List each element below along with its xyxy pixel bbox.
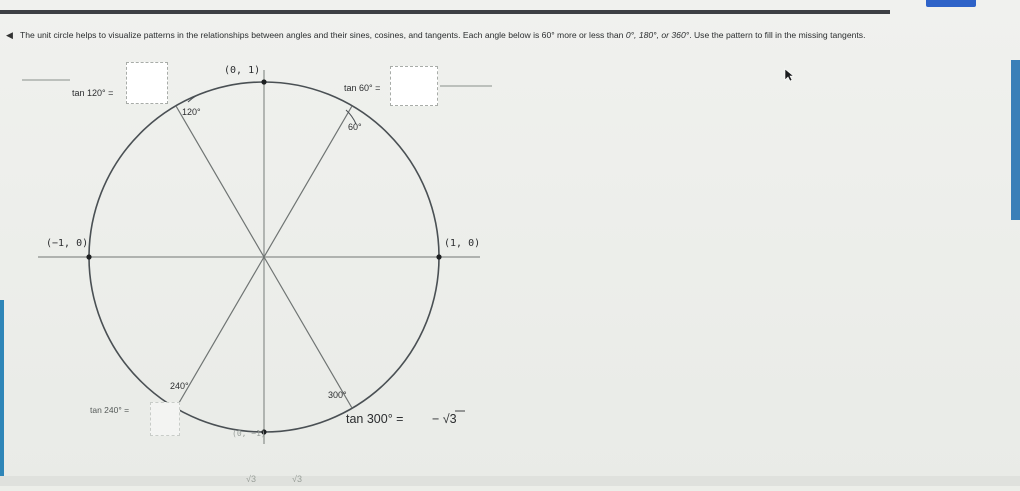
- tan300-value: − √3: [432, 412, 457, 426]
- angle-label-240: 240°: [170, 381, 189, 391]
- angle-label-60: 60°: [348, 122, 362, 132]
- tan300-label: tan 300° =: [346, 412, 404, 426]
- radius-60: [264, 106, 352, 257]
- back-arrow-icon[interactable]: ◀: [6, 30, 13, 40]
- point-label-right: (1, 0): [444, 238, 481, 249]
- bottom-glyph-left: √3: [246, 474, 256, 484]
- bottom-glyph-right: √3: [292, 474, 302, 484]
- bottom-strip: [0, 476, 1020, 486]
- unit-circle-figure: [0, 40, 520, 486]
- tan60-label: tan 60° =: [344, 83, 381, 93]
- point-label-top: (0, 1): [224, 65, 261, 76]
- tan120-label: tan 120° =: [72, 88, 114, 98]
- angle-label-120: 120°: [182, 107, 201, 117]
- radius-240: [176, 257, 264, 408]
- radius-300: [264, 257, 352, 408]
- point-right: [436, 254, 441, 259]
- point-top: [261, 79, 266, 84]
- point-left: [86, 254, 91, 259]
- point-label-bottom: (0, −1): [232, 429, 266, 438]
- angle-label-300: 300°: [328, 390, 347, 400]
- side-accent-right: [1011, 60, 1020, 220]
- top-tab[interactable]: [926, 0, 976, 7]
- tan240-answer-input[interactable]: [150, 402, 180, 436]
- mouse-cursor-icon: [784, 68, 794, 82]
- instructions-text-2: . Use the pattern to fill in the missing tangents.: [689, 30, 866, 40]
- radius-120: [176, 106, 264, 257]
- point-label-left: (−1, 0): [46, 238, 89, 249]
- instructions-text-1: The unit circle helps to visualize patterns in the relationships between angles and their sines, cosines, and tangents. Each angle below is 60° more or less than: [20, 30, 626, 40]
- top-border-bar: [0, 10, 890, 14]
- tan120-answer-input[interactable]: [126, 62, 168, 104]
- tan60-answer-input[interactable]: [390, 66, 438, 106]
- instructions-text-angles: 0°, 180°, or 360°: [625, 30, 690, 40]
- tan240-label: tan 240° =: [90, 405, 130, 415]
